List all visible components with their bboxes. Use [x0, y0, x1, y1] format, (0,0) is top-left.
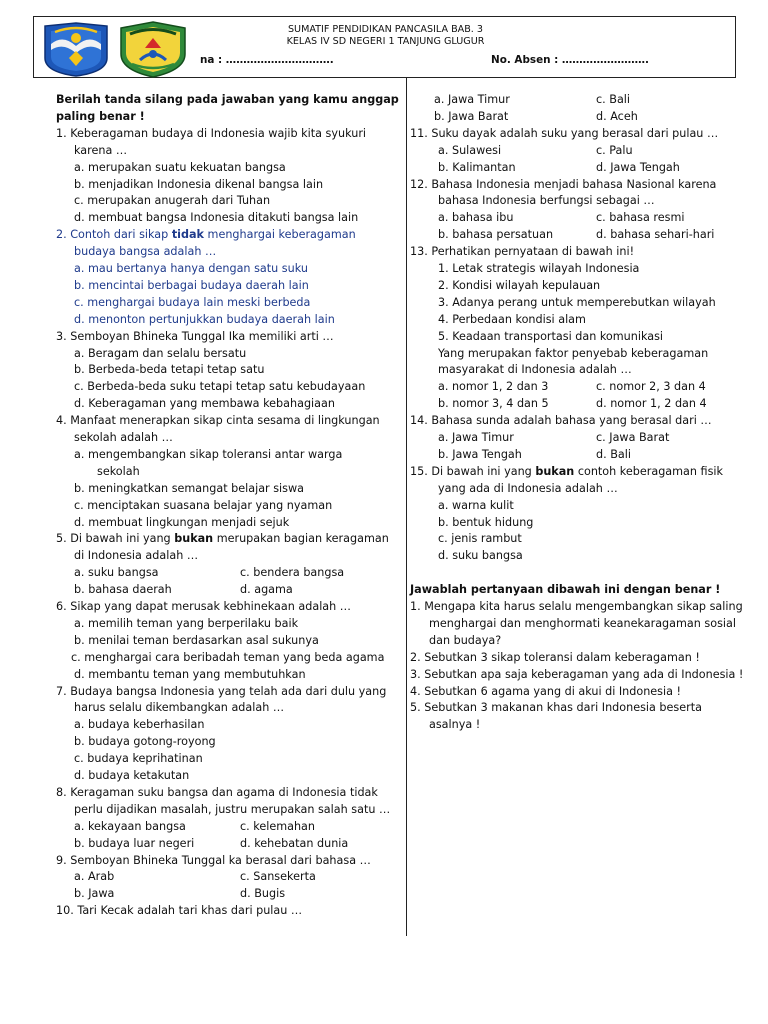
text-line: a. mau bertanya hanya dengan satu suku	[74, 262, 308, 275]
text-line: a. nomor 1, 2 dan 3	[438, 380, 549, 394]
option-text: d. agama	[240, 583, 293, 597]
text-line: 2. Kondisi wilayah kepulauan	[438, 278, 601, 292]
text-line: 3. Sebutkan apa saja keberagaman yang ada di Indonesia !	[410, 667, 744, 681]
text-line: c. menghargai cara beribadah teman yang beda agama	[71, 650, 385, 664]
text-line: d. membuat bangsa Indonesia ditakuti bangsa lain	[74, 211, 359, 225]
text-line: 5. Keadaan transportasi dan komunikasi	[438, 329, 664, 343]
text-line: b. Jawa	[74, 887, 115, 901]
text-line: 14. Bahasa sunda adalah bahasa yang berasal dari …	[410, 414, 712, 428]
text-line: 5. Sebutkan 3 makanan khas dari Indonesia beserta	[410, 701, 702, 715]
text-line: c. Berbeda-beda suku tetapi tetap satu kebudayaan	[74, 380, 366, 394]
text-line: 11. Suku dayak adalah suku yang berasal dari pulau …	[410, 126, 719, 140]
text-line: a. bahasa ibu	[438, 211, 514, 225]
emphasis-word: bukan	[174, 532, 214, 546]
emphasis-word: tidak	[171, 228, 204, 242]
text-line: d. budaya ketakutan	[74, 769, 190, 782]
header-box	[33, 16, 736, 78]
text-line: c. budaya keprihatinan	[74, 752, 203, 766]
text-line: d. membuat lingkungan menjadi sejuk	[74, 515, 290, 529]
text-line: Jawablah pertanyaan dibawah ini dengan benar !	[410, 583, 721, 597]
text-line: c. jenis rambut	[438, 532, 522, 546]
text-line: 13. Perhatikan pernyataan di bawah ini!	[410, 245, 635, 259]
text-line: bahasa Indonesia berfungsi sebagai …	[438, 194, 655, 208]
option-text: c. bahasa resmi	[596, 211, 685, 225]
text-line: b. Berbeda-beda tetapi tetap satu	[74, 363, 265, 377]
option-text: c. Palu	[596, 143, 633, 157]
text-line: 2. Sebutkan 3 sikap toleransi dalam keberagaman !	[410, 650, 700, 664]
text-line: b. menilai teman berdasarkan asal sukunya	[74, 633, 319, 647]
option-text: c. Jawa Barat	[596, 431, 670, 444]
column-divider	[406, 78, 407, 936]
text-line: 10. Tari Kecak adalah tari khas dari pulau …	[56, 904, 303, 918]
text-line: 4. Manfaat menerapkan sikap cinta sesama di lingkungan	[56, 414, 380, 428]
option-text: d. Bugis	[240, 887, 286, 901]
text-line: 1. Keberagaman budaya di Indonesia wajib kita syukuri	[56, 126, 367, 140]
text-line: b. meningkatkan semangat belajar siswa	[74, 481, 304, 495]
text-line: d. membantu teman yang membutuhkan	[74, 667, 306, 681]
text-line: 8. Keragaman suku bangsa dan agama di Indonesia tidak	[56, 785, 378, 799]
text-line: d. suku bangsa	[438, 549, 523, 563]
text-line: a. Sulawesi	[438, 143, 502, 157]
text-line: 3. Adanya perang untuk memperebutkan wilayah	[438, 295, 716, 309]
text-line: a. memilih teman yang berperilaku baik	[74, 616, 299, 630]
text-line: dan budaya?	[429, 633, 502, 647]
text-line: a. suku bangsa	[74, 566, 159, 580]
option-text: d. Aceh	[596, 109, 638, 123]
text-line: 1. Mengapa kita harus selalu mengembangkan sikap saling	[410, 600, 743, 613]
text-line: 4. Perbedaan kondisi alam	[438, 312, 586, 326]
text-line: b. menjadikan Indonesia dikenal bangsa lain	[74, 177, 324, 191]
text-line: d. Keberagaman yang membawa kebahagiaan	[74, 397, 335, 411]
text-line: 4. Sebutkan 6 agama yang di akui di Indonesia !	[410, 684, 682, 698]
text-line: masyarakat di Indonesia adalah …	[438, 363, 632, 377]
text-line: a. budaya keberhasilan	[74, 718, 205, 732]
text-line: 7. Budaya bangsa Indonesia yang telah ada dari dulu yang	[56, 684, 387, 698]
text-line: perlu dijadikan masalah, justru merupakan salah satu …	[74, 802, 391, 816]
text-line: b. bahasa persatuan	[438, 228, 554, 242]
text-line: 6. Sikap yang dapat merusak kebhinekaan adalah …	[56, 600, 351, 613]
text-line: a. warna kulit	[438, 498, 514, 512]
exam-title: SUMATIF PENDIDIKAN PANCASILA BAB. 3	[287, 24, 484, 35]
text-line: c. menciptakan suasana belajar yang nyaman	[74, 498, 333, 512]
text-line: a. Jawa Timur	[438, 431, 514, 444]
text-line: a. kekayaan bangsa	[74, 819, 186, 833]
text-line: 2. Contoh dari sikap tidak menghargai keberagaman	[56, 228, 356, 242]
text-line: a. Jawa Timur	[434, 93, 510, 106]
text-line: 3. Semboyan Bhineka Tunggal Ika memiliki arti …	[56, 329, 334, 343]
text-line: karena …	[74, 143, 128, 157]
text-line: Berilah tanda silang pada jawaban yang kamu anggap	[56, 93, 399, 106]
text-line: paling benar !	[56, 109, 145, 123]
text-line: harus selalu dikembangkan adalah …	[74, 701, 285, 715]
text-line: 1. Letak strategis wilayah Indonesia	[438, 262, 640, 275]
emphasis-word: bukan	[535, 464, 575, 478]
text-line: b. Jawa Tengah	[438, 447, 522, 461]
text-line: b. nomor 3, 4 dan 5	[438, 397, 549, 411]
option-text: c. Sansekerta	[240, 870, 316, 884]
text-line: b. bahasa daerah	[74, 583, 172, 597]
text-line: b. budaya luar negeri	[74, 836, 195, 850]
text-line: d. menonton pertunjukkan budaya daerah lain	[74, 312, 335, 326]
option-text: d. nomor 1, 2 dan 4	[596, 397, 707, 411]
text-line: menghargai dan menghormati keanekaragaman sosial	[429, 616, 736, 630]
text-line: a. Arab	[74, 870, 115, 884]
text-line: a. Beragam dan selalu bersatu	[74, 346, 247, 360]
text-line: 12. Bahasa Indonesia menjadi bahasa Nasional karena	[410, 177, 717, 191]
text-line: a. merupakan suatu kekuatan bangsa	[74, 160, 286, 174]
text-line: b. mencintai berbagai budaya daerah lain	[74, 278, 309, 292]
text-line: b. Jawa Barat	[434, 109, 509, 123]
text-line: c. merupakan anugerah dari Tuhan	[74, 194, 271, 208]
option-text: d. Bali	[596, 447, 631, 461]
option-text: c. nomor 2, 3 dan 4	[596, 380, 706, 394]
text-line: asalnya !	[429, 718, 481, 732]
text-line: b. bentuk hidung	[438, 515, 534, 529]
text-line: 15. Di bawah ini yang bukan contoh keberagaman fisik	[410, 464, 724, 478]
option-text: c. Bali	[596, 93, 631, 106]
text-line: Yang merupakan faktor penyebab keberagaman	[438, 346, 709, 360]
option-text: d. kehebatan dunia	[240, 836, 349, 850]
text-line: yang ada di Indonesia adalah …	[438, 481, 618, 495]
text-line: budaya bangsa adalah …	[74, 245, 217, 259]
option-text: d. bahasa sehari-hari	[596, 228, 715, 242]
option-text: d. Jawa Tengah	[596, 160, 680, 174]
text-line: sekolah adalah …	[74, 431, 173, 444]
option-text: c. kelemahan	[240, 819, 316, 833]
text-line: a. mengembangkan sikap toleransi antar warga	[74, 447, 343, 461]
absence-number-label: No. Absen : …………………….	[491, 54, 649, 66]
class-school-title: KELAS IV SD NEGERI 1 TANJUNG GLUGUR	[286, 36, 485, 47]
text-line: 5. Di bawah ini yang bukan merupakan bagian keragaman	[56, 532, 389, 546]
text-line: di Indonesia adalah …	[74, 549, 199, 563]
text-line: b. Kalimantan	[438, 160, 516, 174]
option-text: c. bendera bangsa	[240, 566, 345, 580]
text-line: b. budaya gotong-royong	[74, 735, 216, 749]
name-field-label: na : ………………………….	[200, 54, 334, 66]
text-line: c. menghargai budaya lain meski berbeda	[74, 295, 311, 309]
text-line: 9. Semboyan Bhineka Tunggal ka berasal dari bahasa …	[56, 853, 371, 867]
text-line: sekolah	[97, 464, 140, 478]
